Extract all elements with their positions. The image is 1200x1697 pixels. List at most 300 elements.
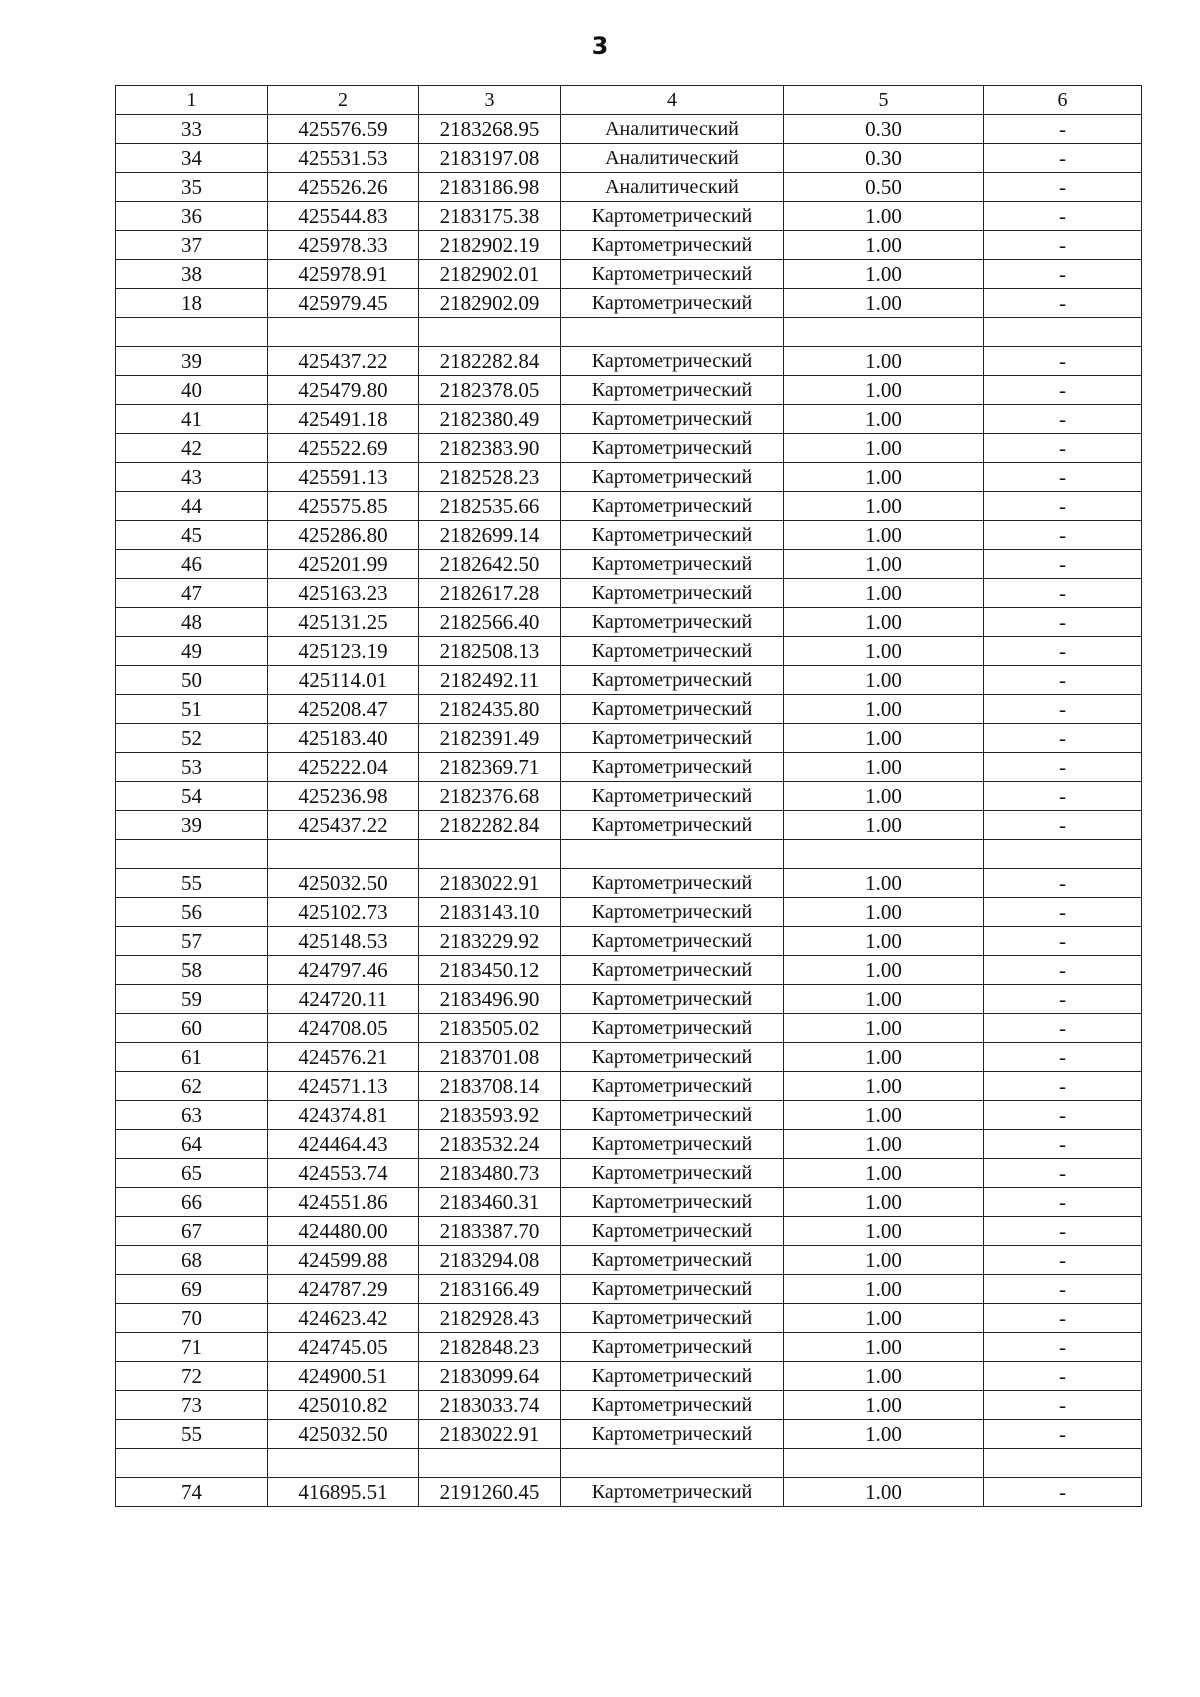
x-coordinate-cell: 425222.04 bbox=[268, 753, 419, 782]
table-row bbox=[116, 1391, 1142, 1420]
method-cell: Картометрический bbox=[561, 1101, 784, 1130]
method-cell: Картометрический bbox=[561, 1043, 784, 1072]
method-cell: Картометрический bbox=[561, 898, 784, 927]
point-number-cell bbox=[116, 1449, 268, 1478]
method-cell: Картометрический bbox=[561, 492, 784, 521]
description-cell: - bbox=[984, 376, 1142, 405]
y-coordinate-cell: 2182699.14 bbox=[419, 521, 561, 550]
description-cell: - bbox=[984, 1391, 1142, 1420]
x-coordinate-cell: 425437.22 bbox=[268, 811, 419, 840]
description-cell: - bbox=[984, 1333, 1142, 1362]
table-row bbox=[116, 376, 1142, 405]
x-coordinate-cell bbox=[268, 840, 419, 869]
accuracy-cell: 1.00 bbox=[784, 1188, 984, 1217]
x-coordinate-cell: 425437.22 bbox=[268, 347, 419, 376]
accuracy-cell: 1.00 bbox=[784, 695, 984, 724]
description-cell: - bbox=[984, 1478, 1142, 1507]
y-coordinate-cell: 2182535.66 bbox=[419, 492, 561, 521]
y-coordinate-cell: 2183480.73 bbox=[419, 1159, 561, 1188]
accuracy-cell: 1.00 bbox=[784, 869, 984, 898]
description-cell: - bbox=[984, 811, 1142, 840]
description-cell: - bbox=[984, 1304, 1142, 1333]
table-row bbox=[116, 231, 1142, 260]
method-cell: Картометрический bbox=[561, 521, 784, 550]
x-coordinate-cell: 424464.43 bbox=[268, 1130, 419, 1159]
y-coordinate-cell: 2183450.12 bbox=[419, 956, 561, 985]
method-cell: Картометрический bbox=[561, 1217, 784, 1246]
description-cell: - bbox=[984, 927, 1142, 956]
point-number-cell: 50 bbox=[116, 666, 268, 695]
table-row bbox=[116, 1362, 1142, 1391]
description-cell: - bbox=[984, 434, 1142, 463]
method-cell: Картометрический bbox=[561, 1072, 784, 1101]
accuracy-cell: 1.00 bbox=[784, 1043, 984, 1072]
y-coordinate-cell: 2182492.11 bbox=[419, 666, 561, 695]
y-coordinate-cell: 2183022.91 bbox=[419, 869, 561, 898]
table-row bbox=[116, 1478, 1142, 1507]
point-number-cell: 69 bbox=[116, 1275, 268, 1304]
description-cell: - bbox=[984, 1420, 1142, 1449]
table-row bbox=[116, 173, 1142, 202]
method-cell: Картометрический bbox=[561, 1188, 784, 1217]
method-cell: Картометрический bbox=[561, 811, 784, 840]
point-number-cell: 33 bbox=[116, 115, 268, 144]
description-cell: - bbox=[984, 985, 1142, 1014]
point-number-cell: 70 bbox=[116, 1304, 268, 1333]
description-cell: - bbox=[984, 579, 1142, 608]
accuracy-cell: 1.00 bbox=[784, 579, 984, 608]
column-header: 1 bbox=[116, 86, 268, 115]
x-coordinate-cell: 425114.01 bbox=[268, 666, 419, 695]
y-coordinate-cell bbox=[419, 318, 561, 347]
description-cell: - bbox=[984, 1362, 1142, 1391]
x-coordinate-cell: 424900.51 bbox=[268, 1362, 419, 1391]
table-row bbox=[116, 550, 1142, 579]
point-number-cell: 61 bbox=[116, 1043, 268, 1072]
point-number-cell: 56 bbox=[116, 898, 268, 927]
method-cell bbox=[561, 1449, 784, 1478]
point-number-cell: 62 bbox=[116, 1072, 268, 1101]
method-cell: Картометрический bbox=[561, 231, 784, 260]
x-coordinate-cell: 424599.88 bbox=[268, 1246, 419, 1275]
table-row bbox=[116, 1159, 1142, 1188]
accuracy-cell: 1.00 bbox=[784, 1391, 984, 1420]
y-coordinate-cell: 2182566.40 bbox=[419, 608, 561, 637]
x-coordinate-cell: 425526.26 bbox=[268, 173, 419, 202]
method-cell: Картометрический bbox=[561, 869, 784, 898]
point-number-cell: 38 bbox=[116, 260, 268, 289]
x-coordinate-cell: 424708.05 bbox=[268, 1014, 419, 1043]
point-number-cell: 53 bbox=[116, 753, 268, 782]
x-coordinate-cell: 425575.85 bbox=[268, 492, 419, 521]
table-row bbox=[116, 608, 1142, 637]
x-coordinate-cell: 424553.74 bbox=[268, 1159, 419, 1188]
y-coordinate-cell: 2182391.49 bbox=[419, 724, 561, 753]
table-row bbox=[116, 579, 1142, 608]
description-cell: - bbox=[984, 1188, 1142, 1217]
method-cell bbox=[561, 840, 784, 869]
x-coordinate-cell: 425531.53 bbox=[268, 144, 419, 173]
description-cell: - bbox=[984, 724, 1142, 753]
accuracy-cell: 1.00 bbox=[784, 434, 984, 463]
column-header: 2 bbox=[268, 86, 419, 115]
method-cell: Картометрический bbox=[561, 695, 784, 724]
description-cell: - bbox=[984, 637, 1142, 666]
y-coordinate-cell: 2182369.71 bbox=[419, 753, 561, 782]
table-row bbox=[116, 724, 1142, 753]
point-number-cell: 34 bbox=[116, 144, 268, 173]
column-header: 5 bbox=[784, 86, 984, 115]
table-row bbox=[116, 1217, 1142, 1246]
point-number-cell: 54 bbox=[116, 782, 268, 811]
description-cell: - bbox=[984, 1246, 1142, 1275]
table-row bbox=[116, 811, 1142, 840]
y-coordinate-cell: 2182642.50 bbox=[419, 550, 561, 579]
accuracy-cell bbox=[784, 840, 984, 869]
table-row bbox=[116, 289, 1142, 318]
x-coordinate-cell: 424720.11 bbox=[268, 985, 419, 1014]
method-cell: Картометрический bbox=[561, 1304, 784, 1333]
description-cell: - bbox=[984, 550, 1142, 579]
x-coordinate-cell: 424745.05 bbox=[268, 1333, 419, 1362]
table-row bbox=[116, 492, 1142, 521]
point-number-cell: 65 bbox=[116, 1159, 268, 1188]
method-cell: Картометрический bbox=[561, 1420, 784, 1449]
method-cell bbox=[561, 318, 784, 347]
accuracy-cell: 1.00 bbox=[784, 1304, 984, 1333]
table-row bbox=[116, 115, 1142, 144]
point-number-cell: 45 bbox=[116, 521, 268, 550]
accuracy-cell: 1.00 bbox=[784, 1072, 984, 1101]
point-number-cell: 35 bbox=[116, 173, 268, 202]
method-cell: Картометрический bbox=[561, 1333, 784, 1362]
method-cell: Картометрический bbox=[561, 260, 784, 289]
description-cell: - bbox=[984, 1043, 1142, 1072]
y-coordinate-cell: 2183532.24 bbox=[419, 1130, 561, 1159]
y-coordinate-cell: 2183708.14 bbox=[419, 1072, 561, 1101]
point-number-cell: 49 bbox=[116, 637, 268, 666]
point-number-cell bbox=[116, 840, 268, 869]
description-cell: - bbox=[984, 1014, 1142, 1043]
description-cell: - bbox=[984, 782, 1142, 811]
table-row bbox=[116, 1420, 1142, 1449]
x-coordinate-cell: 425236.98 bbox=[268, 782, 419, 811]
x-coordinate-cell: 425479.80 bbox=[268, 376, 419, 405]
x-coordinate-cell: 425591.13 bbox=[268, 463, 419, 492]
point-number-cell: 39 bbox=[116, 811, 268, 840]
method-cell: Картометрический bbox=[561, 782, 784, 811]
description-cell: - bbox=[984, 1101, 1142, 1130]
point-number-cell: 41 bbox=[116, 405, 268, 434]
table-row bbox=[116, 1130, 1142, 1159]
method-cell: Картометрический bbox=[561, 1159, 784, 1188]
accuracy-cell: 1.00 bbox=[784, 289, 984, 318]
y-coordinate-cell: 2182380.49 bbox=[419, 405, 561, 434]
method-cell: Картометрический bbox=[561, 985, 784, 1014]
method-cell: Картометрический bbox=[561, 405, 784, 434]
accuracy-cell: 1.00 bbox=[784, 521, 984, 550]
description-cell: - bbox=[984, 347, 1142, 376]
accuracy-cell: 1.00 bbox=[784, 492, 984, 521]
method-cell: Картометрический bbox=[561, 724, 784, 753]
x-coordinate-cell: 425978.91 bbox=[268, 260, 419, 289]
x-coordinate-cell: 425491.18 bbox=[268, 405, 419, 434]
point-number-cell: 55 bbox=[116, 869, 268, 898]
method-cell: Картометрический bbox=[561, 753, 784, 782]
method-cell: Картометрический bbox=[561, 608, 784, 637]
y-coordinate-cell: 2182902.19 bbox=[419, 231, 561, 260]
accuracy-cell: 1.00 bbox=[784, 724, 984, 753]
x-coordinate-cell: 424623.42 bbox=[268, 1304, 419, 1333]
point-number-cell: 36 bbox=[116, 202, 268, 231]
y-coordinate-cell: 2182928.43 bbox=[419, 1304, 561, 1333]
accuracy-cell: 1.00 bbox=[784, 666, 984, 695]
x-coordinate-cell: 425544.83 bbox=[268, 202, 419, 231]
point-number-cell: 68 bbox=[116, 1246, 268, 1275]
x-coordinate-cell: 425576.59 bbox=[268, 115, 419, 144]
description-cell: - bbox=[984, 753, 1142, 782]
x-coordinate-cell: 425163.23 bbox=[268, 579, 419, 608]
method-cell: Картометрический bbox=[561, 463, 784, 492]
table-row bbox=[116, 753, 1142, 782]
table-row bbox=[116, 1014, 1142, 1043]
y-coordinate-cell: 2182376.68 bbox=[419, 782, 561, 811]
table-row bbox=[116, 521, 1142, 550]
point-number-cell: 58 bbox=[116, 956, 268, 985]
y-coordinate-cell: 2182383.90 bbox=[419, 434, 561, 463]
accuracy-cell bbox=[784, 318, 984, 347]
coordinates-table bbox=[115, 85, 1142, 1507]
y-coordinate-cell: 2183496.90 bbox=[419, 985, 561, 1014]
description-cell: - bbox=[984, 666, 1142, 695]
method-cell: Картометрический bbox=[561, 927, 784, 956]
y-coordinate-cell: 2182435.80 bbox=[419, 695, 561, 724]
x-coordinate-cell: 425032.50 bbox=[268, 1420, 419, 1449]
table-row bbox=[116, 898, 1142, 927]
description-cell: - bbox=[984, 898, 1142, 927]
y-coordinate-cell: 2191260.45 bbox=[419, 1478, 561, 1507]
description-cell: - bbox=[984, 492, 1142, 521]
point-number-cell: 73 bbox=[116, 1391, 268, 1420]
x-coordinate-cell: 425123.19 bbox=[268, 637, 419, 666]
method-cell: Картометрический bbox=[561, 637, 784, 666]
point-number-cell: 51 bbox=[116, 695, 268, 724]
x-coordinate-cell: 416895.51 bbox=[268, 1478, 419, 1507]
accuracy-cell: 1.00 bbox=[784, 1217, 984, 1246]
method-cell: Картометрический bbox=[561, 1275, 784, 1304]
y-coordinate-cell: 2182378.05 bbox=[419, 376, 561, 405]
table-row bbox=[116, 1188, 1142, 1217]
accuracy-cell: 1.00 bbox=[784, 898, 984, 927]
y-coordinate-cell: 2183268.95 bbox=[419, 115, 561, 144]
description-cell: - bbox=[984, 260, 1142, 289]
description-cell bbox=[984, 1449, 1142, 1478]
method-cell: Аналитический bbox=[561, 115, 784, 144]
description-cell: - bbox=[984, 1217, 1142, 1246]
method-cell: Картометрический bbox=[561, 434, 784, 463]
separator-row bbox=[116, 1449, 1142, 1478]
table-row bbox=[116, 666, 1142, 695]
description-cell: - bbox=[984, 1072, 1142, 1101]
method-cell: Картометрический bbox=[561, 1130, 784, 1159]
y-coordinate-cell: 2183593.92 bbox=[419, 1101, 561, 1130]
y-coordinate-cell: 2183387.70 bbox=[419, 1217, 561, 1246]
description-cell: - bbox=[984, 289, 1142, 318]
description-cell: - bbox=[984, 1159, 1142, 1188]
accuracy-cell: 1.00 bbox=[784, 1478, 984, 1507]
accuracy-cell: 1.00 bbox=[784, 753, 984, 782]
y-coordinate-cell: 2182902.01 bbox=[419, 260, 561, 289]
x-coordinate-cell bbox=[268, 318, 419, 347]
x-coordinate-cell: 424551.86 bbox=[268, 1188, 419, 1217]
x-coordinate-cell: 424797.46 bbox=[268, 956, 419, 985]
accuracy-cell: 1.00 bbox=[784, 202, 984, 231]
method-cell: Картометрический bbox=[561, 376, 784, 405]
y-coordinate-cell: 2182508.13 bbox=[419, 637, 561, 666]
accuracy-cell: 1.00 bbox=[784, 1246, 984, 1275]
method-cell: Картометрический bbox=[561, 550, 784, 579]
method-cell: Картометрический bbox=[561, 1362, 784, 1391]
y-coordinate-cell bbox=[419, 840, 561, 869]
y-coordinate-cell: 2183505.02 bbox=[419, 1014, 561, 1043]
accuracy-cell: 1.00 bbox=[784, 1362, 984, 1391]
accuracy-cell: 1.00 bbox=[784, 231, 984, 260]
x-coordinate-cell: 425201.99 bbox=[268, 550, 419, 579]
table-row bbox=[116, 637, 1142, 666]
y-coordinate-cell: 2183701.08 bbox=[419, 1043, 561, 1072]
x-coordinate-cell: 425286.80 bbox=[268, 521, 419, 550]
description-cell: - bbox=[984, 173, 1142, 202]
y-coordinate-cell: 2183166.49 bbox=[419, 1275, 561, 1304]
point-number-cell: 48 bbox=[116, 608, 268, 637]
table-header-row bbox=[116, 86, 1142, 115]
table-row bbox=[116, 405, 1142, 434]
y-coordinate-cell: 2183460.31 bbox=[419, 1188, 561, 1217]
point-number-cell: 39 bbox=[116, 347, 268, 376]
accuracy-cell: 1.00 bbox=[784, 1159, 984, 1188]
point-number-cell: 59 bbox=[116, 985, 268, 1014]
y-coordinate-cell: 2182282.84 bbox=[419, 811, 561, 840]
y-coordinate-cell: 2183099.64 bbox=[419, 1362, 561, 1391]
accuracy-cell: 1.00 bbox=[784, 782, 984, 811]
column-header: 6 bbox=[984, 86, 1142, 115]
accuracy-cell: 1.00 bbox=[784, 1130, 984, 1159]
accuracy-cell: 1.00 bbox=[784, 608, 984, 637]
accuracy-cell: 0.30 bbox=[784, 115, 984, 144]
x-coordinate-cell: 424571.13 bbox=[268, 1072, 419, 1101]
point-number-cell: 52 bbox=[116, 724, 268, 753]
y-coordinate-cell: 2182902.09 bbox=[419, 289, 561, 318]
separator-row bbox=[116, 840, 1142, 869]
accuracy-cell: 1.00 bbox=[784, 463, 984, 492]
method-cell: Картометрический bbox=[561, 1246, 784, 1275]
description-cell: - bbox=[984, 231, 1142, 260]
x-coordinate-cell: 425102.73 bbox=[268, 898, 419, 927]
table-row bbox=[116, 1246, 1142, 1275]
method-cell: Картометрический bbox=[561, 347, 784, 376]
x-coordinate-cell: 424374.81 bbox=[268, 1101, 419, 1130]
accuracy-cell: 1.00 bbox=[784, 347, 984, 376]
table-row bbox=[116, 347, 1142, 376]
point-number-cell: 71 bbox=[116, 1333, 268, 1362]
table-row bbox=[116, 1072, 1142, 1101]
y-coordinate-cell: 2183033.74 bbox=[419, 1391, 561, 1420]
point-number-cell: 42 bbox=[116, 434, 268, 463]
point-number-cell: 66 bbox=[116, 1188, 268, 1217]
accuracy-cell bbox=[784, 1449, 984, 1478]
accuracy-cell: 1.00 bbox=[784, 376, 984, 405]
point-number-cell: 40 bbox=[116, 376, 268, 405]
point-number-cell: 43 bbox=[116, 463, 268, 492]
method-cell: Картометрический bbox=[561, 289, 784, 318]
point-number-cell: 63 bbox=[116, 1101, 268, 1130]
table-row bbox=[116, 463, 1142, 492]
table-row bbox=[116, 782, 1142, 811]
x-coordinate-cell: 425131.25 bbox=[268, 608, 419, 637]
point-number-cell: 46 bbox=[116, 550, 268, 579]
table-row bbox=[116, 202, 1142, 231]
table-row bbox=[116, 1304, 1142, 1333]
x-coordinate-cell: 424480.00 bbox=[268, 1217, 419, 1246]
description-cell: - bbox=[984, 144, 1142, 173]
y-coordinate-cell: 2183022.91 bbox=[419, 1420, 561, 1449]
method-cell: Картометрический bbox=[561, 202, 784, 231]
y-coordinate-cell: 2182528.23 bbox=[419, 463, 561, 492]
y-coordinate-cell: 2183175.38 bbox=[419, 202, 561, 231]
description-cell: - bbox=[984, 956, 1142, 985]
y-coordinate-cell: 2182282.84 bbox=[419, 347, 561, 376]
table-row bbox=[116, 144, 1142, 173]
accuracy-cell: 1.00 bbox=[784, 405, 984, 434]
x-coordinate-cell bbox=[268, 1449, 419, 1478]
description-cell: - bbox=[984, 1130, 1142, 1159]
column-header: 3 bbox=[419, 86, 561, 115]
y-coordinate-cell: 2183186.98 bbox=[419, 173, 561, 202]
description-cell: - bbox=[984, 1275, 1142, 1304]
table-row bbox=[116, 1333, 1142, 1362]
column-header: 4 bbox=[561, 86, 784, 115]
method-cell: Аналитический bbox=[561, 173, 784, 202]
y-coordinate-cell: 2183229.92 bbox=[419, 927, 561, 956]
point-number-cell bbox=[116, 318, 268, 347]
accuracy-cell: 1.00 bbox=[784, 811, 984, 840]
description-cell bbox=[984, 318, 1142, 347]
point-number-cell: 72 bbox=[116, 1362, 268, 1391]
accuracy-cell: 1.00 bbox=[784, 637, 984, 666]
y-coordinate-cell: 2182617.28 bbox=[419, 579, 561, 608]
table-row bbox=[116, 1275, 1142, 1304]
y-coordinate-cell: 2183294.08 bbox=[419, 1246, 561, 1275]
table-row bbox=[116, 956, 1142, 985]
description-cell: - bbox=[984, 521, 1142, 550]
table-row bbox=[116, 985, 1142, 1014]
point-number-cell: 44 bbox=[116, 492, 268, 521]
table-row bbox=[116, 1101, 1142, 1130]
method-cell: Картометрический bbox=[561, 1014, 784, 1043]
accuracy-cell: 1.00 bbox=[784, 1275, 984, 1304]
point-number-cell: 74 bbox=[116, 1478, 268, 1507]
method-cell: Картометрический bbox=[561, 1478, 784, 1507]
method-cell: Картометрический bbox=[561, 666, 784, 695]
description-cell bbox=[984, 840, 1142, 869]
accuracy-cell: 1.00 bbox=[784, 927, 984, 956]
table-row bbox=[116, 869, 1142, 898]
x-coordinate-cell: 425148.53 bbox=[268, 927, 419, 956]
method-cell: Картометрический bbox=[561, 579, 784, 608]
point-number-cell: 67 bbox=[116, 1217, 268, 1246]
x-coordinate-cell: 425208.47 bbox=[268, 695, 419, 724]
description-cell: - bbox=[984, 463, 1142, 492]
